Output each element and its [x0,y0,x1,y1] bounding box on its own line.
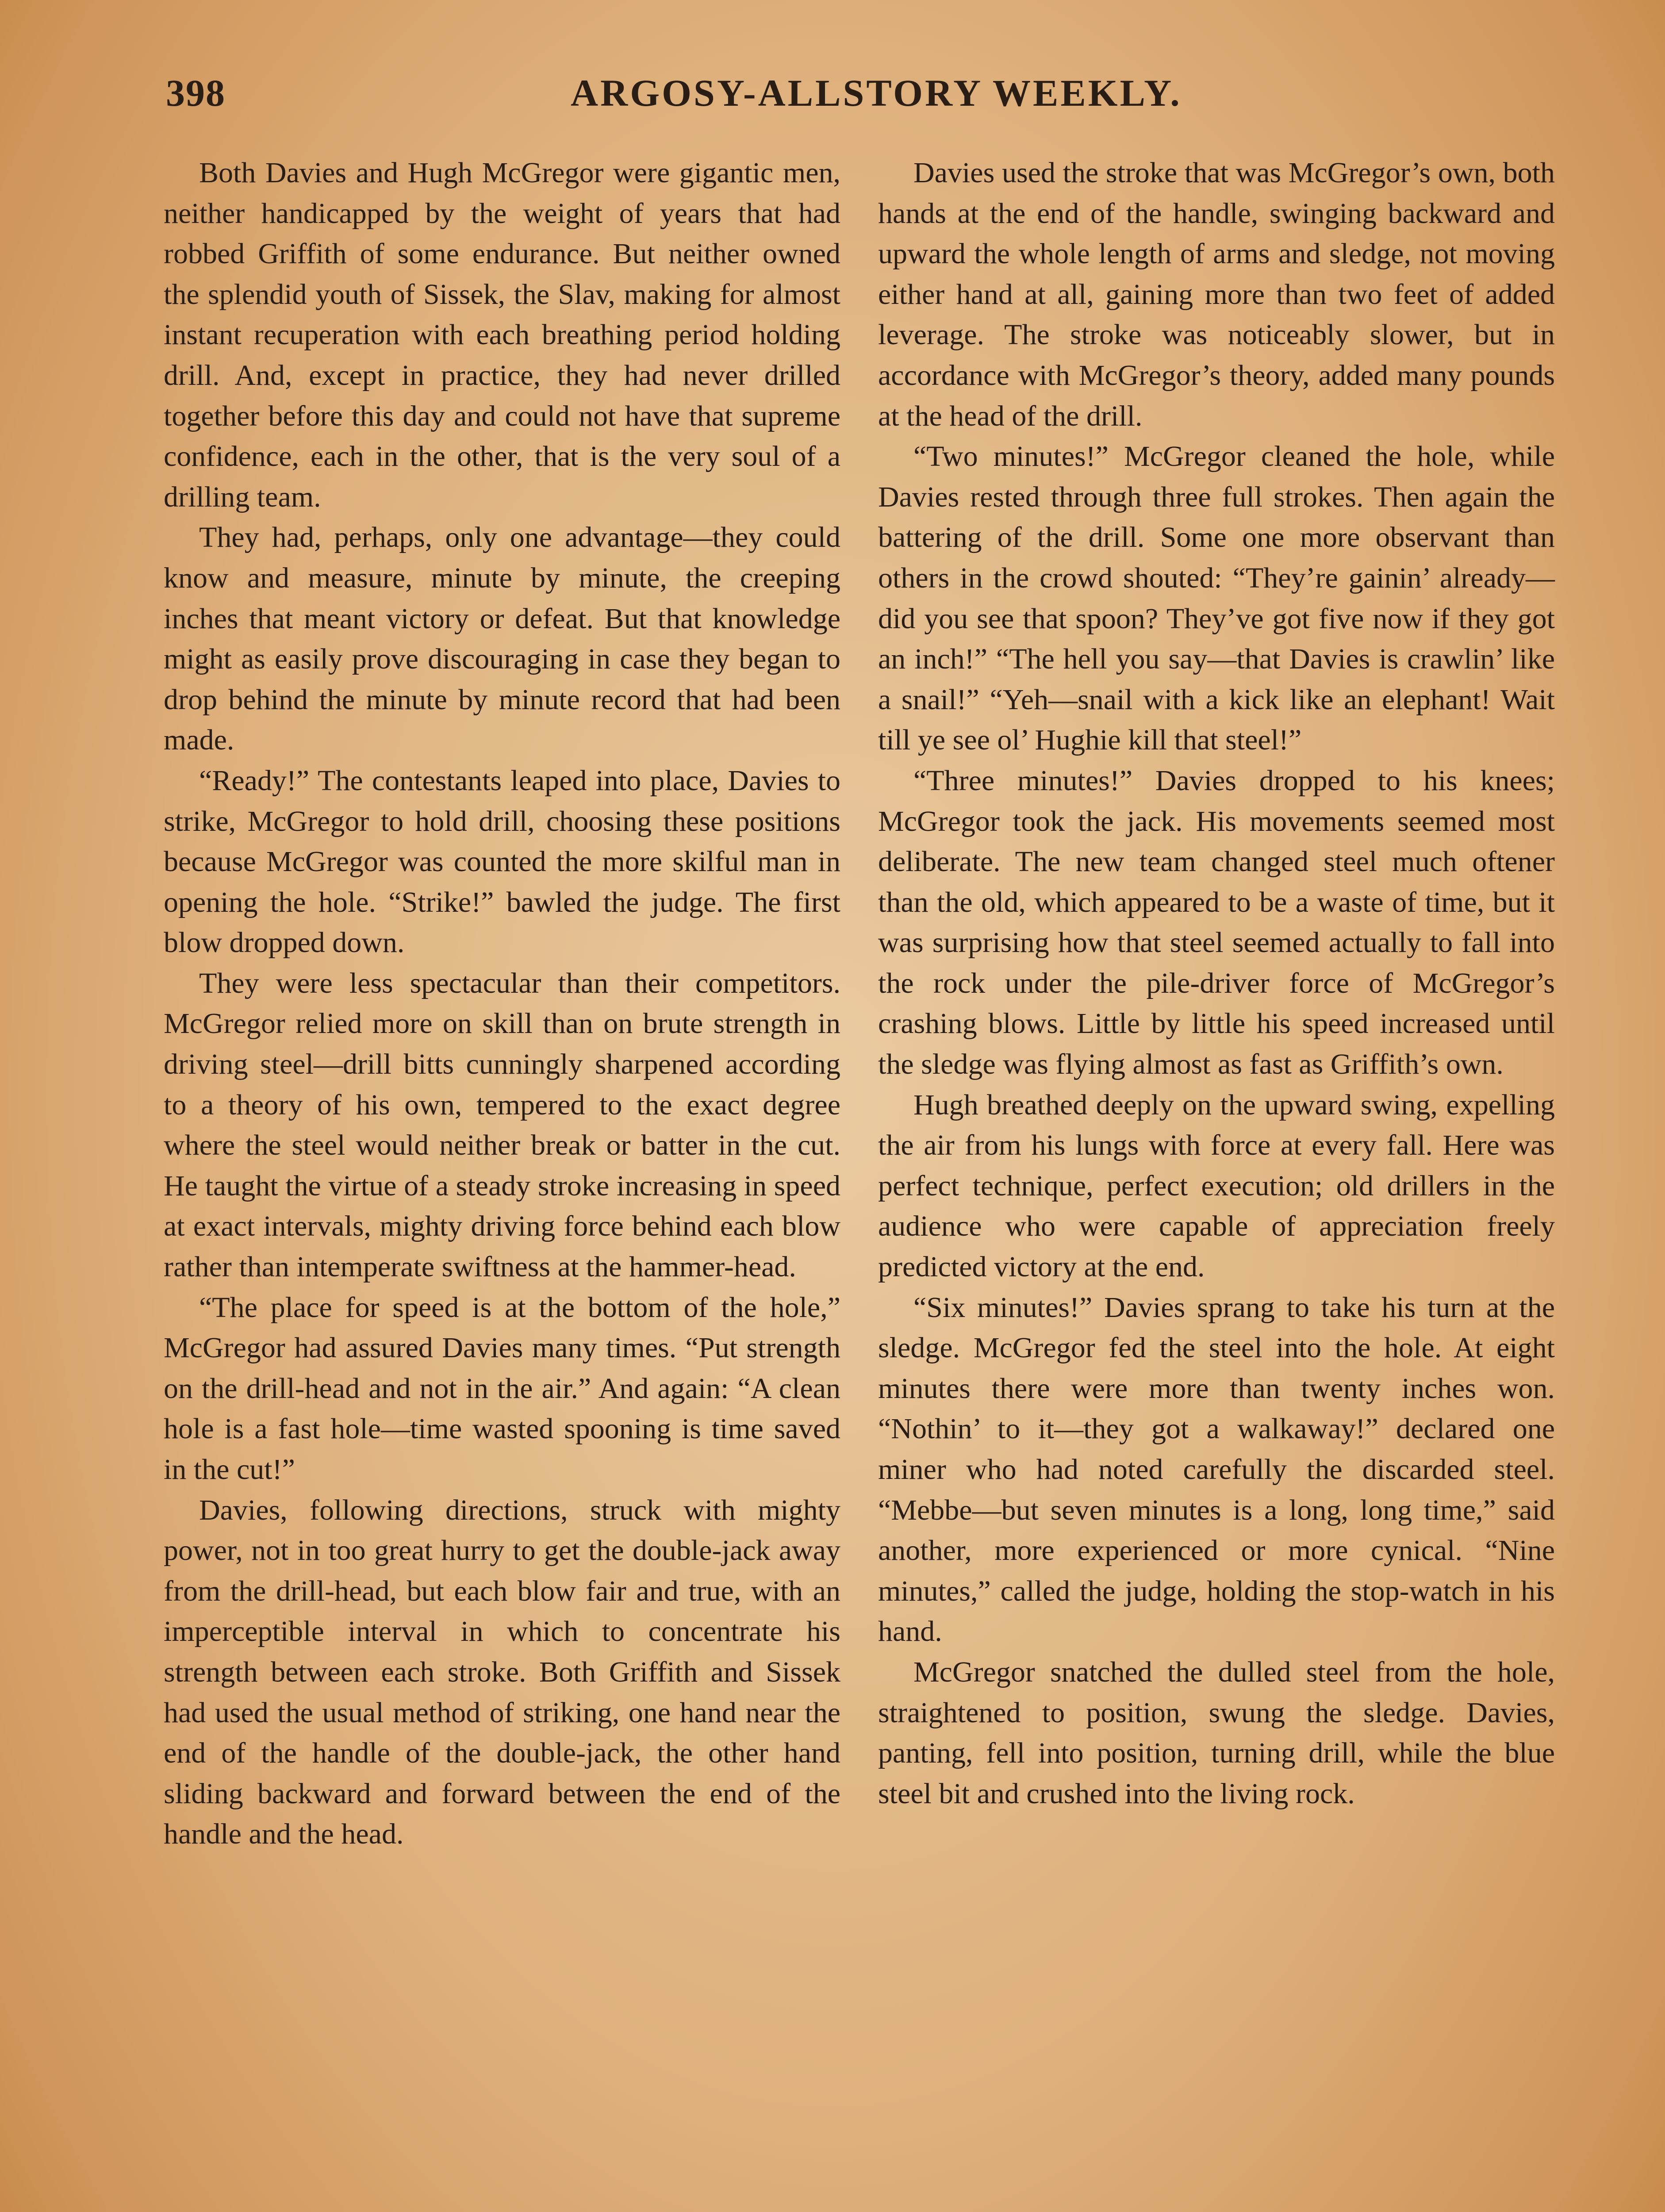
right-column [878,153,1555,1814]
paragraph: Both Davies and Hugh McGregor were gigantic men, neither handicapped by the weight of years that had robbed Griffith of some endurance. But neither owned the splendid youth of Sissek, the Slav, making for almost instant recuperation with each breathing period holding drill. And, except in practice, they had never drilled together before this day and could not have that supreme confidence, each in the other, that is the very soul of a drilling team. [164,157,840,513]
paragraph: They were less spectacular than their competitors. McGregor relied more on skill than on brute strength in driving steel—drill bitts cunningly sharpened according to a theory of his own, tempered to the exact degree where the steel would neither break or batter in the cut. He taught the virtue of a steady stroke increasing in speed at exact intervals, mighty driving force behind each blow rather than intemperate swiftness at the hammer-head. [164,967,840,1283]
page-number: 398 [166,72,226,114]
paragraph: They had, perhaps, only one advantage—they could know and measure, minute by minute, the creeping inches that meant victory or defeat. But that knowledge might as easily prove discouraging in case they began to drop behind the minute by minute record that had been made. [164,521,840,757]
paragraph: Davies used the stroke that was McGregor’s own, both hands at the end of the handle, swinging backward and upward the whole length of arms and sledge, not moving either hand at all, gaining more than two feet of added leverage. The stroke was noticeably slower, but in accordance with McGregor’s theory, added many pounds at the head of the drill. [878,157,1555,432]
paragraph: “Three minutes!” Davies dropped to his knees; McGregor took the jack. His movements seemed most deliberate. The new team changed steel much oftener than the old, which appeared to be a waste of time, but it was surprising how that steel seemed actually to fall into the rock under the pile-driver force of McGregor’s crashing blows. Little by little his speed increased until the sledge was flying almost as fast as Griffith’s own. [878,764,1555,1081]
page-header [0,71,1665,133]
paragraph: Davies, following directions, struck with mighty power, not in too great hurry to get the double-jack away from the drill-head, but each blow fair and true, with an imperceptible interval in which to concentrate his strength between each stroke. Both Griffith and Sissek had used the usual method of striking, one hand near the end of the handle of the double-jack, the other hand sliding backward and forward between the end of the handle and the head. [164,1494,840,1851]
paragraph: “Two minutes!” McGregor cleaned the hole, while Davies rested through three full strokes. Then again the battering of the drill. Some one more observant than others in the crowd shouted: “They’re gainin’ already—did you see that spoon? They’ve got five now if they got an inch!” “The hell you say—that Davies is crawlin’ like a snail!” “Yeh—snail with a kick like an elephant! Wait till ye see ol’ Hughie kill that steel!” [878,440,1555,757]
left-column [164,153,840,1855]
paragraph: “Six minutes!” Davies sprang to take his turn at the sledge. McGregor fed the steel into the hole. At eight minutes there were more than twenty inches won. “Nothin’ to it—they got a walkaway!” declared one miner who had noted carefully the discarded steel. “Mebbe—but seven minutes is a long, long time,” said another, more experienced or more cynical. “Nine minutes,” called the judge, holding the stop-watch in his hand. [878,1291,1555,1648]
paragraph: McGregor snatched the dulled steel from the hole, straightened to position, swung the sledge. Davies, panting, fell into position, turning drill, while the blue steel bit and crushed into the living rock. [878,1655,1555,1810]
paragraph: “The place for speed is at the bottom of the hole,” McGregor had assured Davies many times. “Put strength on the drill-head and not in the air.” And again: “A clean hole is a fast hole—time wasted spooning is time saved in the cut!” [164,1291,840,1486]
paragraph: Hugh breathed deeply on the upward swing, expelling the air from his lungs with force at every fall. Here was perfect technique, perfect execution; old drillers in the audience who were capable of appreciation freely predicted victory at the end. [878,1088,1555,1283]
paragraph: “Ready!” The contestants leaped into place, Davies to strike, McGregor to hold drill, choosing these positions because McGregor was counted the more skilful man in opening the hole. “Strike!” bawled the judge. The first blow dropped down. [164,764,840,959]
running-head-title: ARGOSY-ALLSTORY WEEKLY. [571,72,1182,114]
